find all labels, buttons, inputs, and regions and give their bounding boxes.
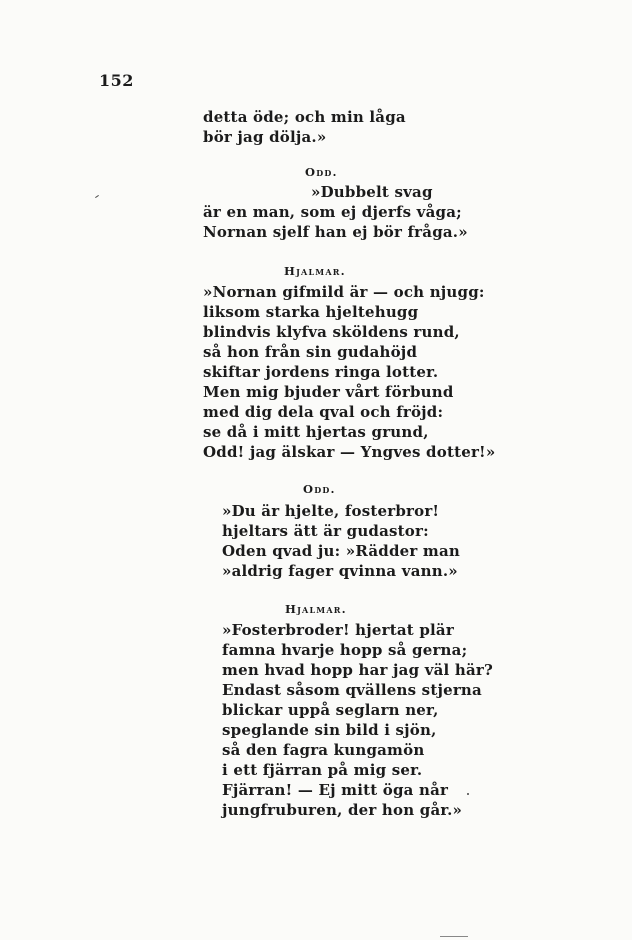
verse-line: liksom starka hjeltehugg (203, 303, 419, 321)
stanza-2 (203, 182, 468, 242)
page-number: 152 (99, 71, 134, 90)
verse-line: Oden qvad ju: »Rädder man (222, 542, 460, 560)
verse-line: skiftar jordens ringa lotter. (203, 363, 439, 381)
verse-line: Nornan sjelf han ej bör fråga.» (203, 223, 468, 241)
verse-line: så hon från sin gudahöjd (203, 343, 418, 361)
speaker-hjalmar: Hjalmar. (285, 602, 347, 616)
verse-line: »Nornan gifmild är — och njugg: (203, 283, 485, 301)
verse-line: blindvis klyfva sköldens rund, (203, 323, 460, 341)
speaker-odd: Odd. (305, 165, 338, 179)
verse-line: famna hvarje hopp så gerna; (222, 641, 468, 659)
speaker-odd: Odd. (303, 482, 336, 496)
scan-speck (95, 195, 99, 198)
verse-line: Odd! jag älskar — Yngves dotter!» (203, 443, 496, 461)
stanza-1 (203, 107, 406, 147)
verse-line: så den fagra kungamön (222, 741, 425, 759)
verse-line: speglande sin bild i sjön, (222, 721, 437, 739)
verse-line: jungfruburen, der hon går.» (222, 801, 463, 819)
verse-line: Men mig bjuder vårt förbund (203, 383, 454, 401)
stanza-3 (203, 282, 495, 462)
verse-line: men hvad hopp har jag väl här? (222, 661, 493, 679)
verse-line: se då i mitt hjertas grund, (203, 423, 429, 441)
verse-line: detta öde; och min låga (203, 108, 406, 126)
verse-line: »Fosterbroder! hjertat plär (222, 621, 454, 639)
verse-line: med dig dela qval och fröjd: (203, 403, 444, 421)
verse-line: bör jag dölja.» (203, 128, 327, 146)
verse-line: Endast såsom qvällens stjerna (222, 681, 482, 699)
verse-line: »Dubbelt svag (311, 183, 433, 201)
stanza-5 (222, 620, 493, 820)
verse-line: i ett fjärran på mig ser. (222, 761, 423, 779)
verse-line: är en man, som ej djerfs våga; (203, 203, 462, 221)
speaker-hjalmar: Hjalmar. (284, 264, 346, 278)
verse-line: »Du är hjelte, fosterbror! (222, 502, 440, 520)
verse-line: »aldrig fager qvinna vann.» (222, 562, 458, 580)
scan-speck (467, 793, 469, 795)
verse-line: hjeltars ätt är gudastor: (222, 522, 429, 540)
stanza-4 (222, 501, 460, 581)
scan-edge-mark (440, 936, 468, 937)
verse-line: Fjärran! — Ej mitt öga når (222, 781, 449, 799)
verse-line: blickar uppå seglarn ner, (222, 701, 439, 719)
